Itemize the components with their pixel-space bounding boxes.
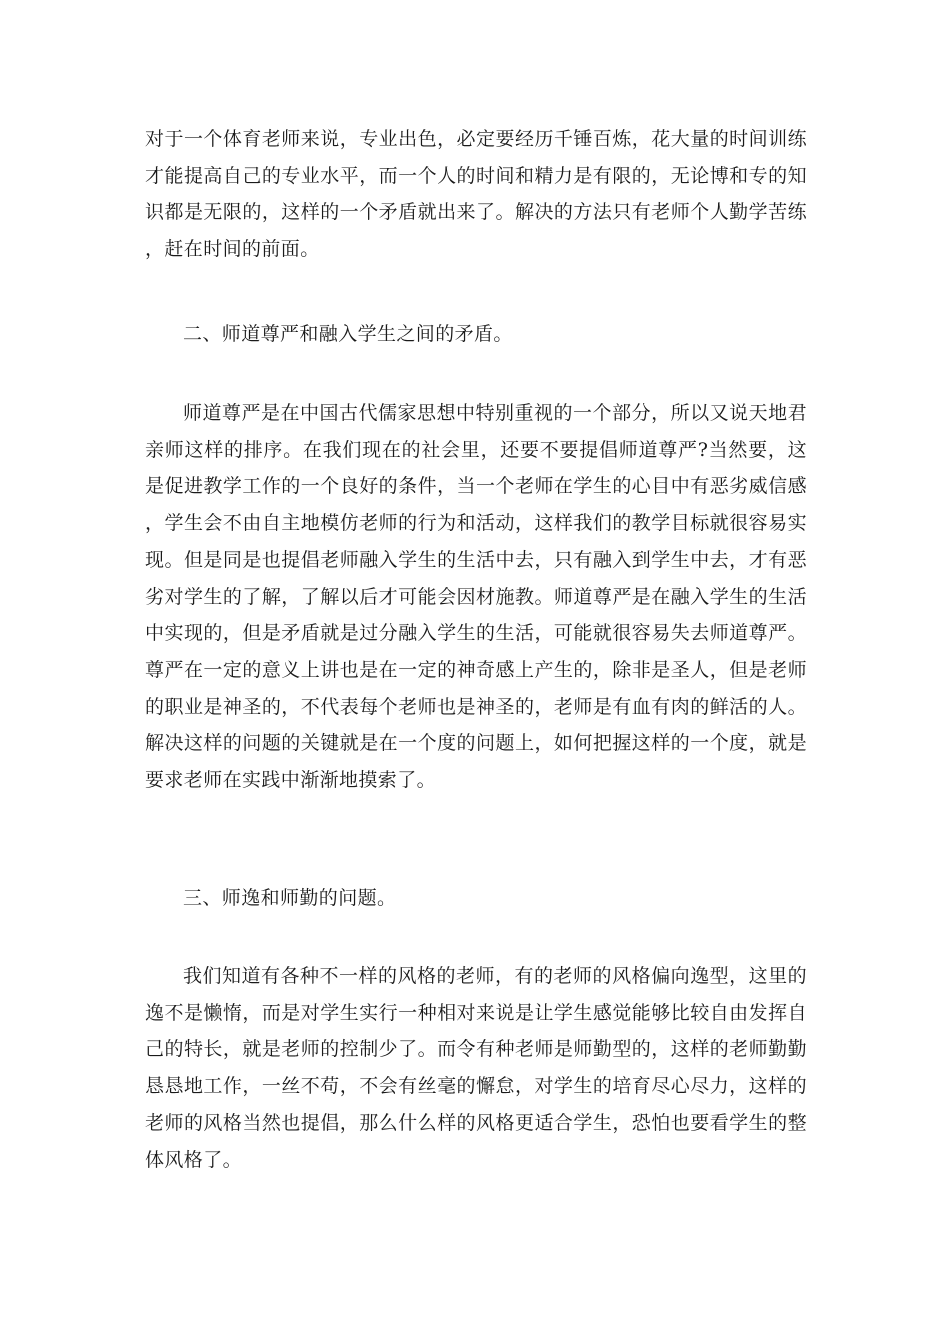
body-paragraph-2: 师道尊严是在中国古代儒家思想中特别重视的一个部分，所以又说天地君亲师这样的排序。在我们现在的社会里，还要不要提倡师道尊严?当然要，这是促进教学工作的一个良好的条件，当一个老师在学生的心目中有恶劣威信感，学生会不由自主地模仿老师的行为和活动，这样我们的教学目标就很容易实现。但是同是也提倡老师融入学生的生活中去，只有融入到学生中去，才有恶劣对学生的了解，了解以后才可能会因材施教。师道尊严是在融入学生的生活中实现的，但是矛盾就是过分融入学生的生活，可能就很容易失去师道尊严。尊严在一定的意义上讲也是在一定的神奇感上产生的，除非是圣人，但是老师的职业是神圣的，不代表每个老师也是神圣的，老师是有血有肉的鲜活的人。解决这样的问题的关键就是在一个度的问题上，如何把握这样的一个度，就是要求老师在实践中渐渐地摸索了。 [145, 402, 807, 792]
section-heading-3: 三、师逸和师勤的问题。 [183, 887, 397, 909]
section-heading-2: 二、师道尊严和融入学生之间的矛盾。 [183, 323, 513, 345]
body-paragraph-3: 我们知道有各种不一样的风格的老师，有的老师的风格偏向逸型，这里的逸不是懒惰，而是对学生实行一种相对来说是让学生感觉能够比较自由发挥自己的特长，就是老师的控制少了。而令有种老师是师勤型的，这样的老师勤勤恳恳地工作，一丝不苟，不会有丝毫的懈怠，对学生的培育尽心尽力，这样的老师的风格当然也提倡，那么什么样的风格更适合学生，恐怕也要看学生的整体风格了。 [145, 965, 807, 1171]
body-paragraph-1: 对于一个体育老师来说，专业出色，必定要经历千锤百炼，花大量的时间训练才能提高自己的专业水平，而一个人的时间和精力是有限的，无论博和专的知识都是无限的，这样的一个矛盾就出来了。解决的方法只有老师个人勤学苦练，赶在时间的前面。 [145, 128, 807, 261]
